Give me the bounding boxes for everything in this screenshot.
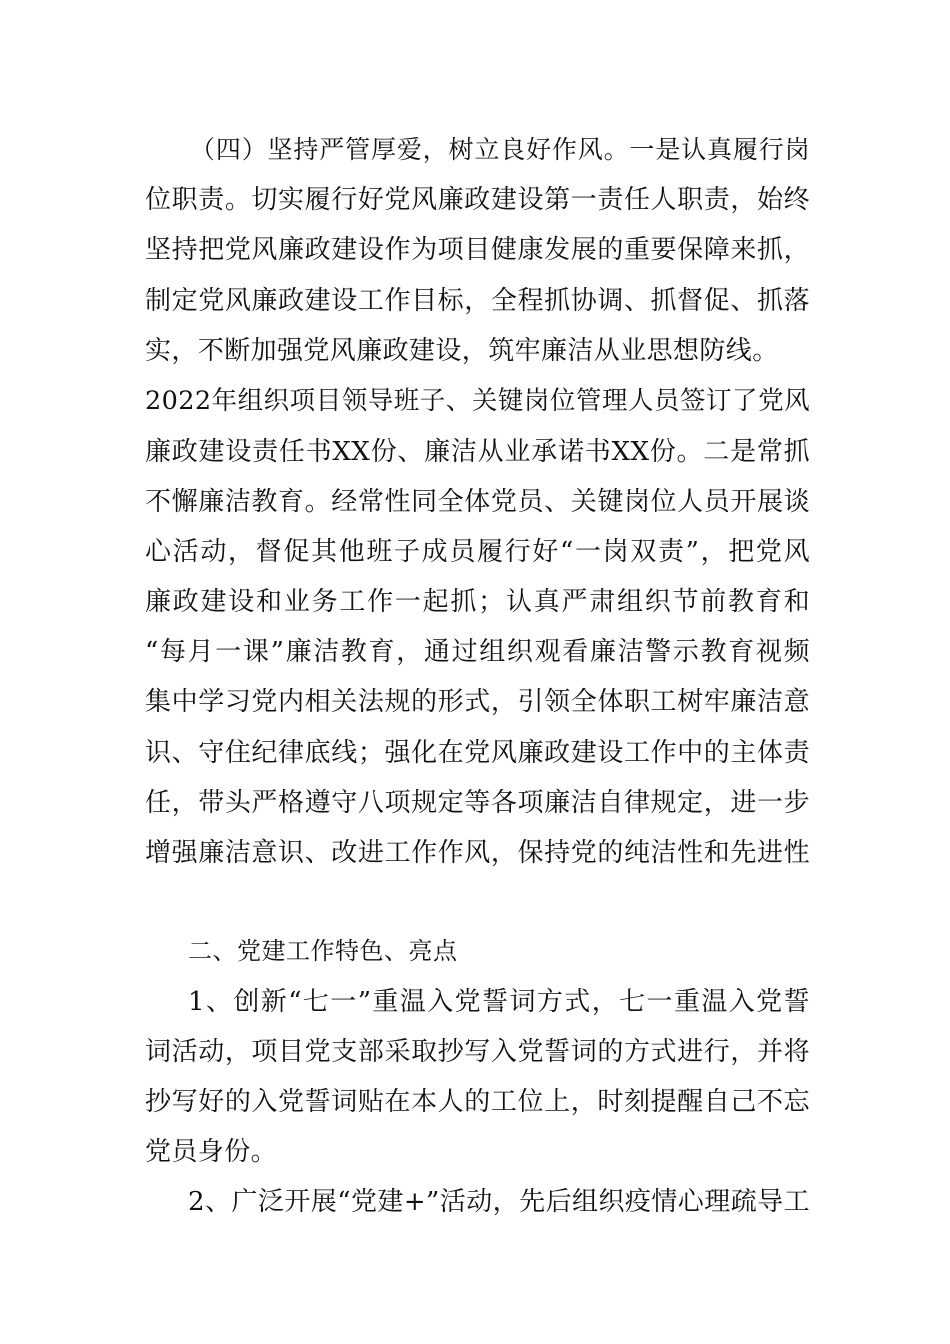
paragraph-line: 抄写好的入党誓词贴在本人的工位上，时刻提醒自己不忘: [145, 1087, 810, 1117]
paragraph-line: 2、广泛开展“党建+”活动，先后组织疫情心理疏导工: [188, 1187, 810, 1217]
paragraph-line: （四）坚持严管厚爱，树立良好作风。一是认真履行岗: [190, 135, 810, 164]
paragraph-line: 2022年组织项目领导班子、关键岗位管理人员签订了党风: [145, 386, 810, 416]
paragraph-line: 廉政建设责任书XX份、廉洁从业承诺书XX份。二是常抓: [145, 437, 810, 467]
paragraph-line: 实，不断加强党风廉政建设，筑牢廉洁从业思想防线。: [145, 336, 779, 366]
paragraph-line: 不懈廉洁教育。经常性同全体党员、关键岗位人员开展谈: [145, 487, 810, 517]
paragraph-line: 坚持把党风廉政建设作为项目健康发展的重要保障来抓，: [145, 235, 810, 265]
paragraph-line: “每月一课”廉洁教育，通过组织观看廉洁警示教育视频: [145, 637, 810, 667]
paragraph-line: 任，带头严格遵守八项规定等各项廉洁自律规定，进一步: [145, 788, 810, 818]
paragraph-line: 位职责。切实履行好党风廉政建设第一责任人职责，始终: [145, 185, 810, 215]
paragraph-line: 党员身份。: [145, 1137, 278, 1167]
paragraph-line: 识、守住纪律底线；强化在党风廉政建设工作中的主体责: [145, 738, 810, 768]
section-heading: 二、党建工作特色、亮点: [188, 937, 458, 965]
paragraph-line: 集中学习党内相关法规的形式，引领全体职工树牢廉洁意: [145, 687, 810, 717]
paragraph-line: 心活动，督促其他班子成员履行好“一岗双责”，把党风: [145, 537, 810, 567]
paragraph-line: 廉政建设和业务工作一起抓；认真严肃组织节前教育和: [145, 587, 810, 617]
paragraph-line: 1、创新“七一”重温入党誓词方式，七一重温入党誓: [188, 987, 810, 1017]
paragraph-line: 词活动，项目党支部采取抄写入党誓词的方式进行，并将: [145, 1037, 810, 1067]
paragraph-line: 制定党风廉政建设工作目标，全程抓协调、抓督促、抓落: [145, 286, 810, 316]
paragraph-line: 增强廉洁意识、改进工作作风，保持党的纯洁性和先进性: [145, 838, 810, 868]
